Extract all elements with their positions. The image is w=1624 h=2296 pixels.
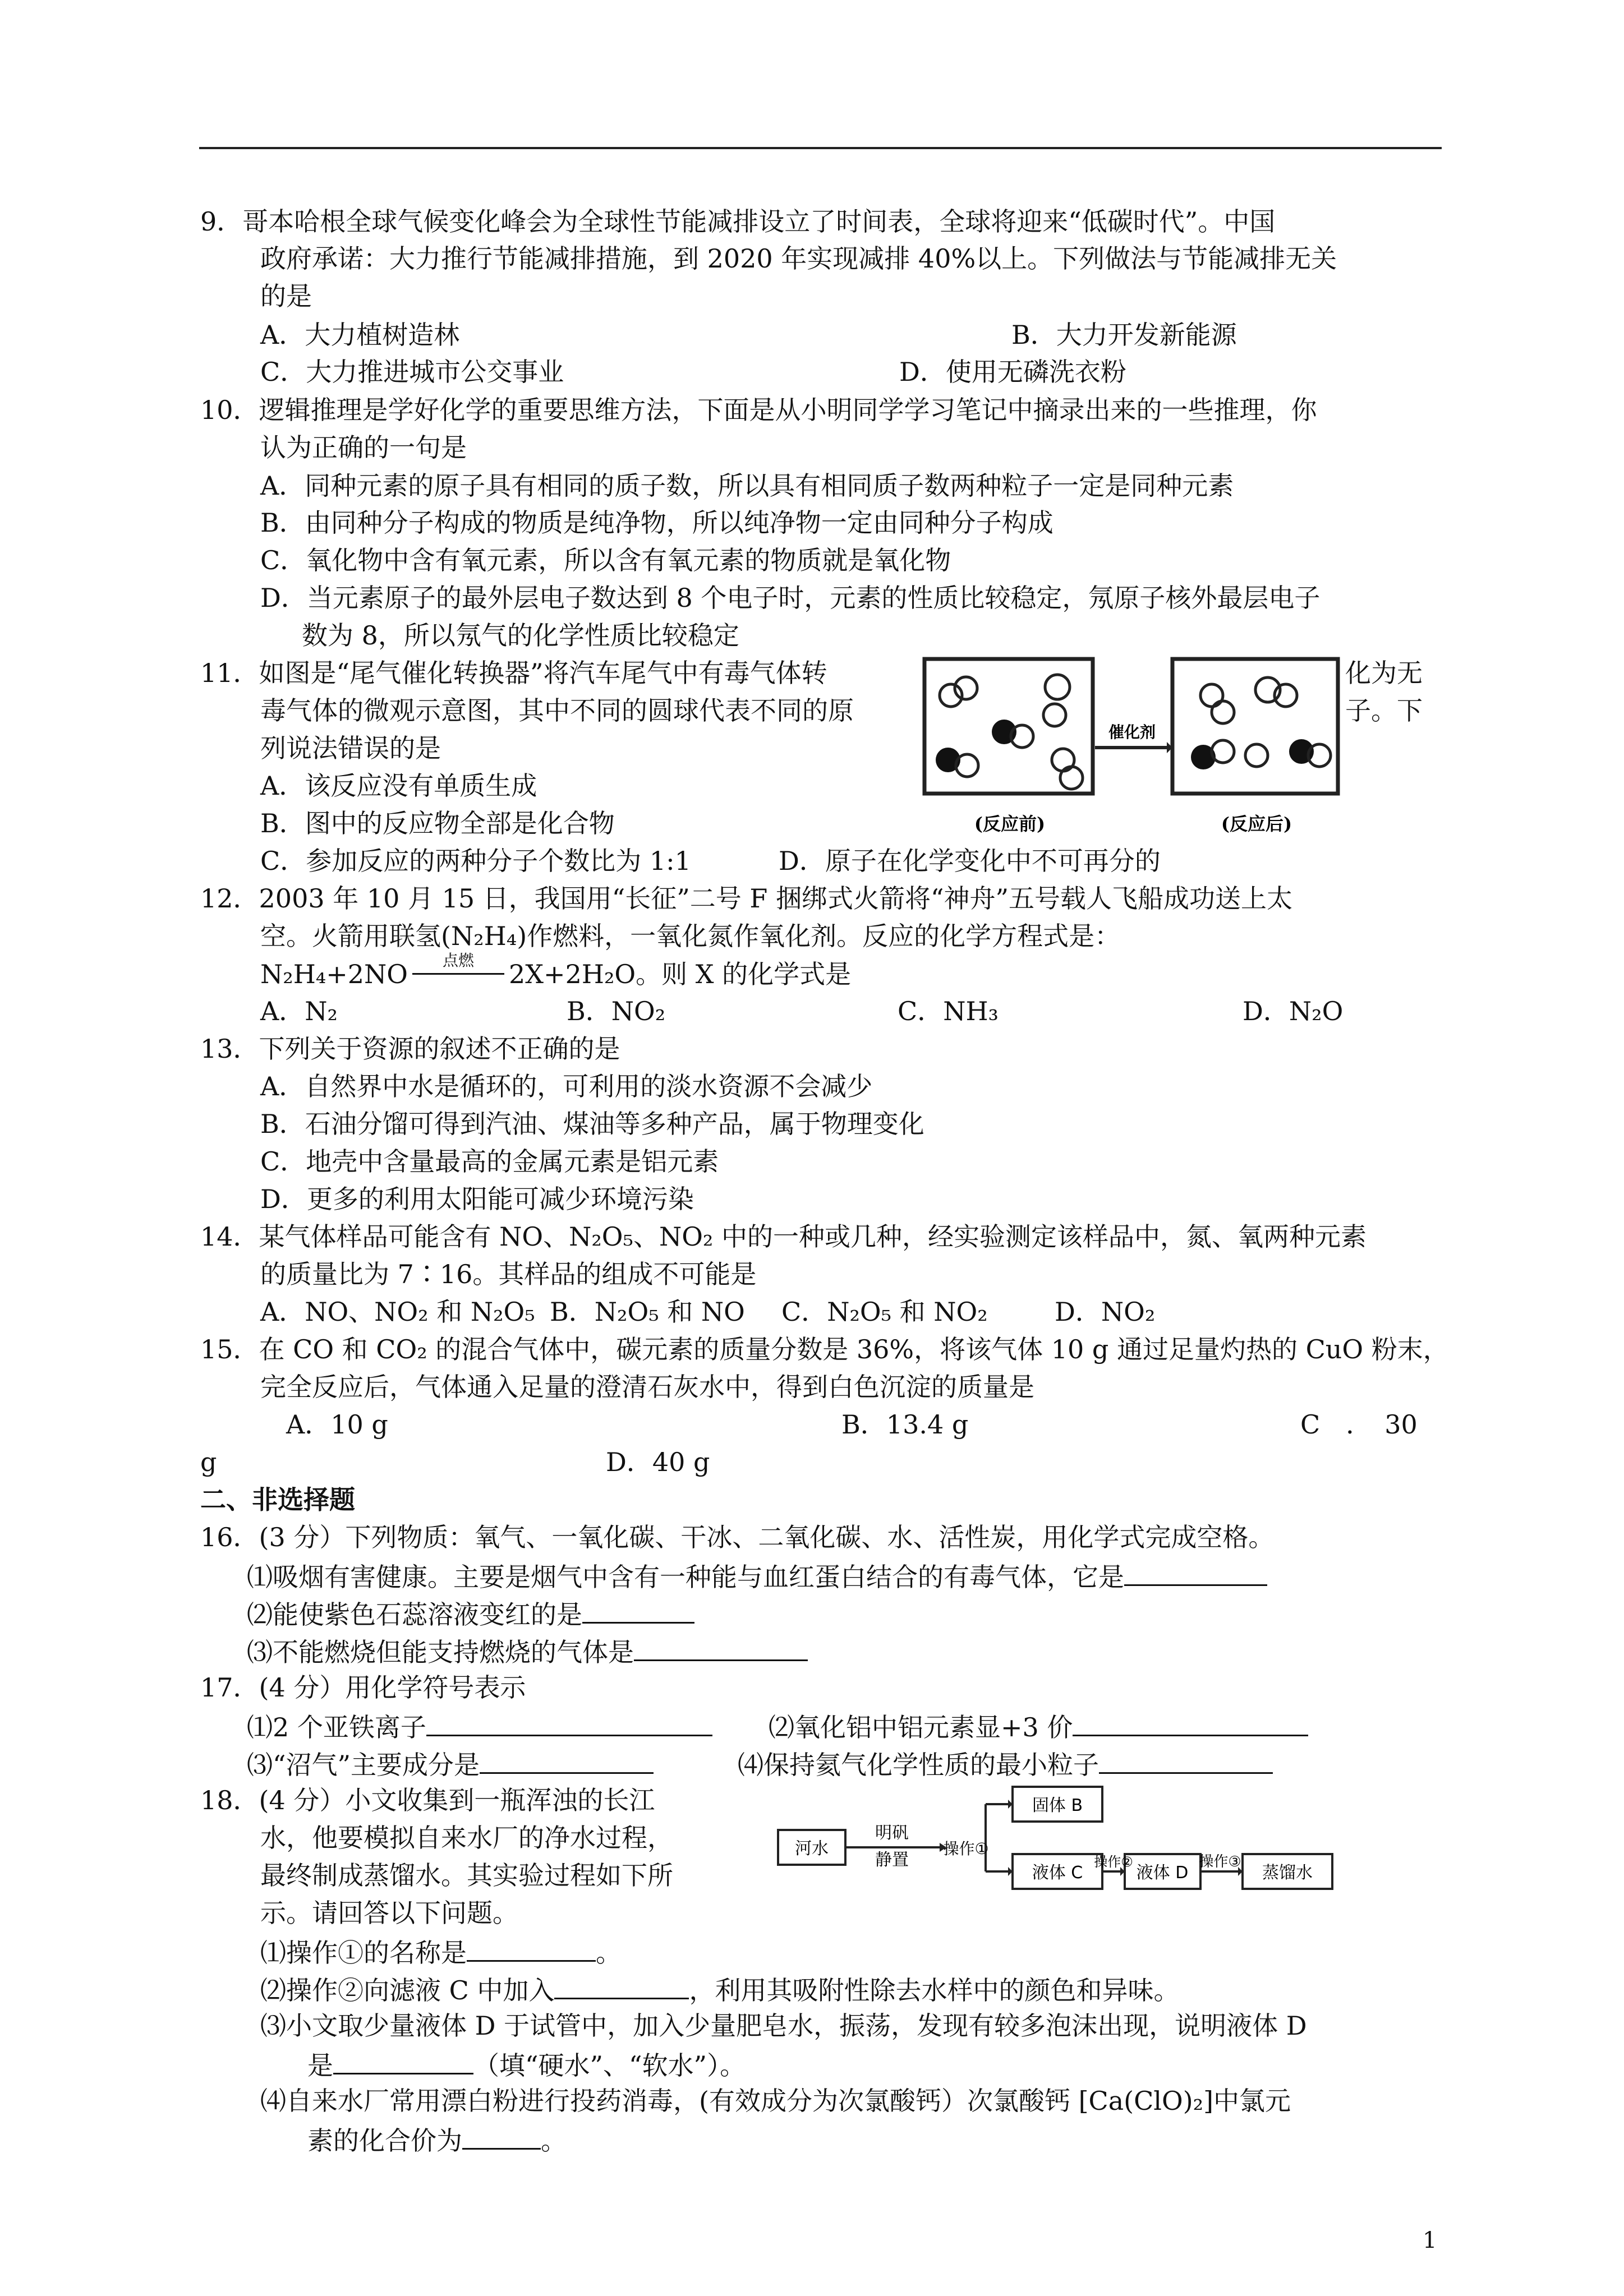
q18-sub2: ⑵操作②向滤液 C 中加入 ，利用其吸附性除去水样中的颜色和异味。: [260, 1975, 1180, 2005]
header-rule: [199, 147, 1442, 149]
q18-line3: 最终制成蒸馏水。其实验过程如下所: [260, 1860, 673, 1891]
q11-line1-tail: 化为无: [1345, 658, 1423, 688]
q10-option-b: B．由同种分子构成的物质是纯净物，所以纯净物一定由同种分子构成: [260, 508, 1053, 538]
q12-option-a: A．N₂: [260, 996, 338, 1026]
q16-sub1: ⑴吸烟有害健康。主要是烟气中含有一种能与血红蛋白结合的有毒气体，它是: [247, 1562, 1267, 1590]
q11-line3: 列说法错误的是: [260, 733, 441, 763]
q17-sub1: ⑴2 个亚铁离子: [247, 1712, 712, 1740]
q14-option-a: A．NO、NO₂ 和 N₂O₅: [260, 1297, 535, 1327]
q15-line2: 完全反应后，气体通入足量的澄清石灰水中，得到白色沉淀的质量是: [260, 1372, 1034, 1402]
q17-sub2: ⑵氧化铝中铝元素显+3 价: [769, 1712, 1308, 1740]
section-heading: 二、非选择题: [200, 1484, 355, 1515]
q9-line1: 9．哥本哈根全球气候变化峰会为全球性节能减排设立了时间表，全球将迎来“低碳时代”。中国: [200, 206, 1276, 237]
q18-line1: 18．(4 分）小文收集到一瓶浑浊的长江: [200, 1785, 655, 1815]
q18-sub3-line1: ⑶小文取少量液体 D 于试管中，加入少量肥皂水，振荡，发现有较多泡沫出现，说明液体 D: [260, 2011, 1307, 2041]
q12-option-c: C．NH₃: [898, 996, 999, 1026]
q13-option-a: A．自然界中水是循环的，可利用的淡水资源不会减少: [260, 1071, 873, 1101]
q13-option-d: D．更多的利用太阳能可减少环境污染: [260, 1184, 694, 1214]
distilled-water-label: 蒸馏水: [1262, 1863, 1313, 1883]
condition-label: 点燃: [443, 951, 475, 970]
q16-blank3[interactable]: [634, 1637, 808, 1661]
q17-blank4[interactable]: [1099, 1750, 1273, 1774]
q9-option-b: B．大力开发新能源: [1011, 320, 1237, 350]
equation-left: N₂H₄+2NO: [260, 959, 408, 989]
q11-option-a: A．该反应没有单质生成: [260, 771, 537, 801]
op3-label: 操作③: [1199, 1854, 1241, 1870]
after-caption: (反应后): [1221, 813, 1292, 835]
q12-option-b: B．NO₂: [567, 996, 666, 1026]
q18-blank3[interactable]: [333, 2050, 473, 2074]
settle-label: 静置: [875, 1850, 909, 1870]
q15-option-c: C ． 30: [1300, 1409, 1418, 1440]
q17-sub4: ⑷保持氦气化学性质的最小粒子: [738, 1750, 1273, 1778]
q18-line2: 水，他要模拟自来水厂的净水过程，: [260, 1823, 673, 1853]
q15-line1: 15．在 CO 和 CO₂ 的混合气体中，碳元素的质量分数是 36%，将该气体 10 g 通过足量灼热的 CuO 粉末，: [200, 1334, 1449, 1364]
solid-b-label: 固体 B: [1032, 1796, 1083, 1815]
water-purification-flowchart: [777, 1782, 1402, 1894]
q10-option-c: C．氧化物中含有氧元素，所以含有氧元素的物质就是氧化物: [260, 545, 951, 575]
q18-line4: 示。请回答以下问题。: [260, 1898, 518, 1928]
q13-option-b: B．石油分馏可得到汽油、煤油等多种产品，属于物理变化: [260, 1109, 924, 1139]
liquid-c-label: 液体 C: [1032, 1863, 1083, 1883]
q14-option-c: C．N₂O₅ 和 NO₂: [781, 1297, 988, 1327]
q11-option-c: C．参加反应的两种分子个数比为 1:1: [260, 846, 691, 876]
q14-option-b: B．N₂O₅ 和 NO: [550, 1297, 745, 1327]
q10-option-d-line2: 数为 8，所以氖气的化学性质比较稳定: [302, 620, 739, 651]
q15-option-d: D．40 g: [606, 1447, 710, 1477]
q10-line2: 认为正确的一句是: [260, 432, 467, 463]
q18-sub3-line2: 是 （填“硬水”、“软水”）。: [307, 2050, 746, 2081]
q9-option-d: D．使用无磷洗衣粉: [899, 357, 1126, 387]
alum-label: 明矾: [875, 1823, 909, 1843]
op2-label: 操作②: [1094, 1854, 1133, 1870]
catalyst-label: 催化剂: [1108, 723, 1156, 741]
q16-blank2[interactable]: [582, 1599, 694, 1624]
q11-line1: 11．如图是“尾气催化转换器”将汽车尾气中有毒气体转: [200, 658, 827, 688]
q16-blank1[interactable]: [1124, 1562, 1267, 1586]
q13-line1: 13．下列关于资源的叙述不正确的是: [200, 1034, 620, 1064]
equation-condition: [408, 951, 509, 983]
q18-sub4-line1: ⑷自来水厂常用漂白粉进行投药消毒，(有效成分为次氯酸钙）次氯酸钙 [Ca(ClO)₂]中氯元: [260, 2086, 1291, 2116]
q12-option-d: D．N₂O: [1243, 996, 1344, 1026]
q16-line1: 16．(3 分）下列物质：氧气、一氧化碳、干冰、二氧化碳、水、活性炭，用化学式完成空格。: [200, 1522, 1275, 1552]
q14-option-d: D．NO₂: [1055, 1297, 1156, 1327]
q12-equation: [260, 951, 852, 989]
q13-option-c: C．地壳中含量最高的金属元素是铝元素: [260, 1146, 719, 1177]
q10-line1: 10．逻辑推理是学好化学的重要思维方法，下面是从小明同学学习笔记中摘录出来的一些推理，你: [200, 395, 1317, 425]
q18-blank2[interactable]: [554, 1975, 689, 1999]
q16-sub3: ⑶不能燃烧但能支持燃烧的气体是: [247, 1637, 808, 1665]
q9-line3: 的是: [260, 281, 312, 311]
q11-option-b: B．图中的反应物全部是化合物: [260, 808, 615, 838]
q11-line2-tail: 子。下: [1345, 695, 1423, 726]
q17-blank1[interactable]: [426, 1712, 712, 1736]
equation-right: 2X+2H₂O。则 X 的化学式是: [509, 959, 852, 989]
q15-option-c-unit: g: [200, 1447, 217, 1477]
q18-blank1[interactable]: [467, 1938, 596, 1962]
q18-sub4-line2: 素的化合价为 。: [307, 2126, 567, 2156]
q9-option-c: C．大力推进城市公交事业: [260, 357, 564, 387]
q14-line1: 14．某气体样品可能含有 NO、N₂O₅、NO₂ 中的一种或几种，经实验测定该样品中，氮、氧两种元素: [200, 1221, 1367, 1252]
q15-option-b: B．13.4 g: [841, 1409, 969, 1440]
after-box: [1172, 659, 1338, 794]
q9-option-a: A．大力植树造林: [260, 320, 460, 350]
page-number: 1: [1423, 2228, 1437, 2253]
liquid-d-label: 液体 D: [1136, 1863, 1189, 1883]
q15-option-a: A．10 g: [286, 1409, 388, 1440]
q18-blank4[interactable]: [462, 2126, 541, 2150]
q10-option-a: A．同种元素的原子具有相同的质子数，所以具有相同质子数两种粒子一定是同种元素: [260, 471, 1234, 501]
reaction-diagram: [920, 653, 1344, 844]
q17-line1: 17．(4 分）用化学符号表示: [200, 1672, 526, 1703]
q10-option-d-line1: D．当元素原子的最外层电子数达到 8 个电子时，元素的性质比较稳定，氖原子核外最层电子: [260, 583, 1321, 613]
op1-label: 操作①: [943, 1839, 989, 1858]
q17-sub3: ⑶“沼气”主要成分是: [247, 1750, 654, 1778]
before-caption: (反应前): [974, 813, 1046, 835]
q11-line2: 毒气体的微观示意图，其中不同的圆球代表不同的原: [260, 695, 854, 726]
q12-line1: 12．2003 年 10 月 15 日，我国用“长征”二号 F 捆绑式火箭将“神舟”五号载人飞船成功送上太: [200, 883, 1293, 914]
q16-sub2: ⑵能使紫色石蕊溶液变红的是: [247, 1599, 694, 1628]
q17-blank3[interactable]: [480, 1750, 654, 1774]
q11-option-d: D．原子在化学变化中不可再分的: [779, 846, 1161, 876]
river-label: 河水: [795, 1839, 829, 1859]
q17-blank2[interactable]: [1073, 1712, 1308, 1736]
q18-sub1: ⑴操作①的名称是 。: [260, 1938, 622, 1968]
q12-line2: 空。火箭用联氢(N₂H₄)作燃料，一氧化氮作氧化剂。反应的化学方程式是：: [260, 921, 1121, 951]
q14-line2: 的质量比为 7∶16。其样品的组成不可能是: [260, 1259, 757, 1289]
q9-line2: 政府承诺：大力推行节能减排措施，到 2020 年实现减排 40%以上。下列做法与节能减排无关: [260, 243, 1337, 274]
